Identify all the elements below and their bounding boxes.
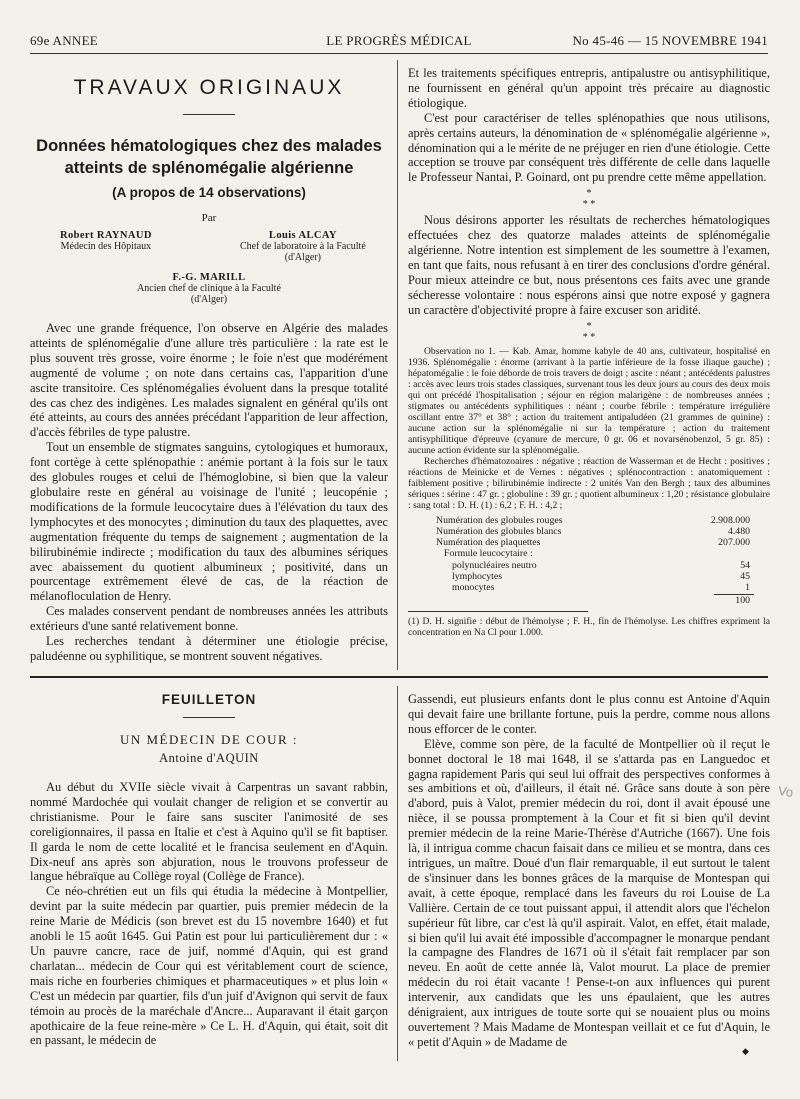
feuilleton-right-column bbox=[408, 692, 770, 1060]
section-title: TRAVAUX ORIGINAUX bbox=[73, 76, 345, 99]
author-marill: F.-G. MARILL Ancien chef de clinique à la Faculté (d'Alger) bbox=[137, 272, 281, 305]
paragraph: Les recherches tendant à déterminer une étiologie précise, paludéenne ou syphilitique, se montrent souvent négatives. bbox=[30, 634, 388, 663]
column-divider-bottom bbox=[397, 686, 398, 1061]
paragraph: C'est pour caractériser de telles splénopathies que nous utilisons, après certains auteurs, la dénomination de « splénomégalie algérienne », dénomination qui a le mérite de ne préjuger en rien d'une étiologie. Cette acception se trouve par conséquent très différente de celle dans laquelle le Professeur Nantai, P. Goinard, ont pu prendre cette même appellation. bbox=[408, 110, 770, 185]
header-rule bbox=[30, 53, 768, 54]
paragraph: Gassendi, eut plusieurs enfants dont le plus connu est Antoine d'Aquin qui devait faire une brillante fortune, puis la perdre, comme nous allons nous efforcer de le conter. bbox=[408, 692, 770, 736]
table-row bbox=[408, 548, 770, 559]
table-row: monocytes 1 bbox=[452, 582, 750, 594]
author-raynaud: Robert RAYNAUD Médecin des Hôpitaux bbox=[60, 230, 152, 252]
observation-block bbox=[408, 346, 770, 511]
feuilleton-left-column bbox=[30, 692, 388, 1060]
feuilleton-rule bbox=[30, 676, 768, 678]
by-line: Par bbox=[201, 212, 217, 224]
volume-year: 69e ANNEE bbox=[30, 33, 99, 48]
feuilleton-heading: UN MÉDECIN DE COUR : bbox=[119, 732, 299, 747]
column-divider-top bbox=[397, 60, 398, 670]
formula-label: Formule leucocytaire : bbox=[444, 548, 533, 560]
feuilleton-title: FEUILLETON bbox=[161, 692, 257, 707]
journal-title: LE PROGRÈS MÉDICAL bbox=[326, 33, 472, 48]
author-block bbox=[30, 230, 388, 270]
author-alcay: Louis ALCAY Chef de laboratoire à la Faculté (d'Alger) bbox=[240, 230, 366, 263]
paragraph: Elève, comme son père, de la faculté de Montpellier où il reçut le bonnet doctoral le 18 mai 1648, il se s'attarda pas en Languedoc et gagna rapidement Paris qui seul lui offrait des perspectives conformes à ses ambitions et où, d'ailleurs, il était né. Grâce sans doute à son père d'abord, puis à Valot, premier médecin du roi, dont il avait épousé une nièce, il se poussa promptement à la Cour et fit si bien qu'il devint premier médecin de la reine Marie-Thérèse d'Autriche (1667). Une fois là, il intrigua comme chacun faisait dans ce milieu et se montra, dans ces intrigues, un maître. Doué d'un flair remarquable, il eut surtout le talent de s'insinuer dans les bonnes grâces de la marquise de Montespan qui avait, à cette époque, remplacé dans les faveurs du roi Louise de La Vallière. Certain de ce tout puissant appui, il attendit alors que l'échelon supérieur fût libre, car c'est là qu'il aspirait. Valot, en effet, était malade, si bien qu'il lui avait été impossible d'accompagner le monarque pendant la campagne des Flandres de 1671 où il s'était fait remplacer par son neveu. En août de cette année là, Valot mourut. La place de premier médecin du roi était vacante ! Pense-t-on aux influences qui purent intervenir, aux candidats que les uns épaulaient, que les autres dénigraient, aux intrigues de toute sorte qui se nouaient plus ou moins ouvertement ? Mais Madame de Montespan veillait et ce fut d'Aquin, le « petit d'Aquin » de Madame de bbox=[408, 736, 770, 1049]
paragraph: Et les traitements spécifiques entrepris, antipalustre ou antisyphilitique, ne fournissent en général qu'un appoint très précaire au diagnostic étiologique. bbox=[408, 66, 770, 110]
blood-count-table bbox=[408, 515, 770, 605]
table-row: lymphocytes 45 bbox=[452, 571, 750, 583]
feuilleton-subject: Antoine d'AQUIN bbox=[159, 751, 259, 765]
article-title-line2: atteints de splénomégalie algérienne bbox=[64, 159, 354, 177]
article-left-column bbox=[30, 76, 388, 670]
paragraph: Avec une grande fréquence, l'on observe en Algérie des malades atteints de splénomégalie d'une allure très particulière : la rate est le plus souvent très grosse, voire énorme ; le foie n'est que modérément augmenté de volume ; on note dans certains cas, l'apparition d'une ascite transitoire. Ces splénomégalies évoluent dans la presque totalité des cas chez des indigènes. Les malades signalent en général qu'ils ont été atteints, au cours des années précédant l'apparition de leur affection, d'accès fébriles de type palustre. bbox=[30, 321, 388, 440]
footnote: (1) D. H. signifie : début de l'hémolyse ; F. H., fin de l'hémolyse. Les chiffres expriment la concentration en Na Cl pour 1.000. bbox=[408, 615, 770, 638]
table-row: Numération des globules blancs 4.480 bbox=[436, 525, 750, 537]
article-title bbox=[30, 135, 388, 179]
paragraph: Nous désirons apporter les résultats de recherches hématologiques effectuées chez des quatorze malades atteints de splénomégalie algérienne. Notre intention est simplement de les soumettre à l'examen, en tant que faits, nous refusant à en tirer des conclusions d'ordre général. Pour mieux atteindre ce but, nous présentons ces faits avec une grande sécheresse volontaire : nous espérons ainsi que notre exposé y gagnera un caractère d'objectivité propre à faire excuser son aridité. bbox=[408, 213, 770, 317]
article-subtitle: (A propos de 14 observations) bbox=[112, 185, 306, 200]
article-right-column bbox=[408, 66, 770, 670]
asterism: * * * bbox=[582, 188, 596, 211]
running-header bbox=[30, 33, 768, 49]
table-row: Numération des plaquettes 207.000 bbox=[436, 537, 750, 549]
footnote-rule bbox=[408, 611, 588, 612]
asterism: * * * bbox=[582, 320, 596, 343]
article-title-line1: Données hématologiques chez des malades bbox=[36, 137, 382, 155]
issue-date: No 45-46 — 15 NOVEMBRE 1941 bbox=[572, 33, 768, 48]
handwritten-margin-note: Vo bbox=[777, 783, 795, 800]
paragraph: Ces malades conservent pendant de nombreuses années les attributs extérieurs d'une santé relativement bonne. bbox=[30, 604, 388, 634]
observation-paragraph: Recherches d'hématozoaires : négative ; réaction de Wasserman et de Hecht : positives ; réactions de Meinicke et de Vernes : négatives ; splénocontraction : anatomiquement : faiblement positive ; bilirubinémie indirecte : 2 unités Van den Bergh ; taux des albumines sériques : sérine : 47 gr. ; globuline : 39 gr. ; quotient albumineux : 1,20 ; résistance globulaire : sang total : D. H. (1) : 6,2 ; F. H. : 4,2 ; bbox=[408, 455, 770, 511]
formula-total: 100 bbox=[735, 594, 750, 606]
paragraph: Au début du XVIIe siècle vivait à Carpentras un savant rabbin, nommé Mardochée qui voulait changer de religion et se convertir au christianisme. Pour le faire sans susciter l'animosité de ses coreligionnaires, il passa en Italie et c'est à Aquino qu'il se fit baptiser. Il garda le nom de cette localité et le francisa seulement en d'Aquin. Dix-neuf ans après son abjuration, nous le trouvons professeur de langue hébraïque au Collège royal (Collège de France). bbox=[30, 780, 388, 884]
paragraph: Tout un ensemble de stigmates sanguins, cytologiques et humoraux, font cortège à cette splénopathie : anémie portant à la fois sur le taux des globules rouges et celui de l'hémoglobine, si bien que la valeur globulaire reste en général au voisinage de l'unité ; leucopénie ; modifications de la formule leucocytaire dues à l'élévation du taux des lymphocytes et des monocytes ; diminution du taux des plaquettes, avec augmentation fréquente du temps de saignement ; augmentation de la bilirubinémie indirecte ; modification du taux des albumines sériques avec abaissement du quotient albumineux ; positivité, dans un pourcentage extrêmement élevé de cas, de la réaction de mélanofloculation de Henry. bbox=[30, 440, 388, 604]
table-row: Numération des globules rouges 2.908.000 bbox=[436, 514, 750, 526]
observation-paragraph: Observation no 1. — Kab. Amar, homme kabyle de 40 ans, cultivateur, hospitalisé en 1936. Splénomégalie : énorme (arrivant à la partie inférieure de la fosse iliaque gauche) ; hépatomégalie : le foie déborde de trois travers de doigt ; ascite : néant ; antécédents palustres : accès avec leurs trois stades classiques, survenant tous les deux jours au cours des deux mois qui ont précédé l'hospitalisation ; séjour en région malarigène : de nombreuses années ; stigmates ou antécédents syphilitiques : néant ; courbe fébrile : température irrégulière oscillant entre 37° et 38° ; action du traitement antipaludéen (21 grammes de quinine) : aucune action sur la splénomégalie ni sur la température ; action du traitement antisyphilitique d'épreuve (cyanure de mercure, 0 gr. 06 et novarsénobenzol, 5 gr. 85) : aucune action évidente sur la splénomégalie. bbox=[408, 345, 770, 456]
table-row bbox=[408, 594, 770, 605]
diamond-ornament-icon: ◆ bbox=[742, 1046, 749, 1056]
table-row: polynucléaires neutro 54 bbox=[452, 559, 750, 571]
paragraph: Ce néo-chrétien eut un fils qui étudia la médecine à Montpellier, devint par la suite médecin par quartier, puis premier médecin de la reine Marie de Médicis (son brevet est du 15 novembre 1640) et fut anobli le 15 août 1645. Gui Patin est pour lui particulièrement dur : « Un pauvre cancre, race de juif, nommé d'Aquin, qui est grand charlatan... médecin de Cour qui est véritablement court de science, mais riche en fourberies chimiques et pharmaceutiques » et plus loin « C'est un médecin par quartier, fils d'un juif d'Avignon qui servit de faux témoin au procès de la maréchale d'Ancre... Auparavant il était garçon apothicaire de la feue reine-mère » Ce L. H. d'Aquin, qui était, soit dit en passant, le médecin de bbox=[30, 884, 388, 1048]
